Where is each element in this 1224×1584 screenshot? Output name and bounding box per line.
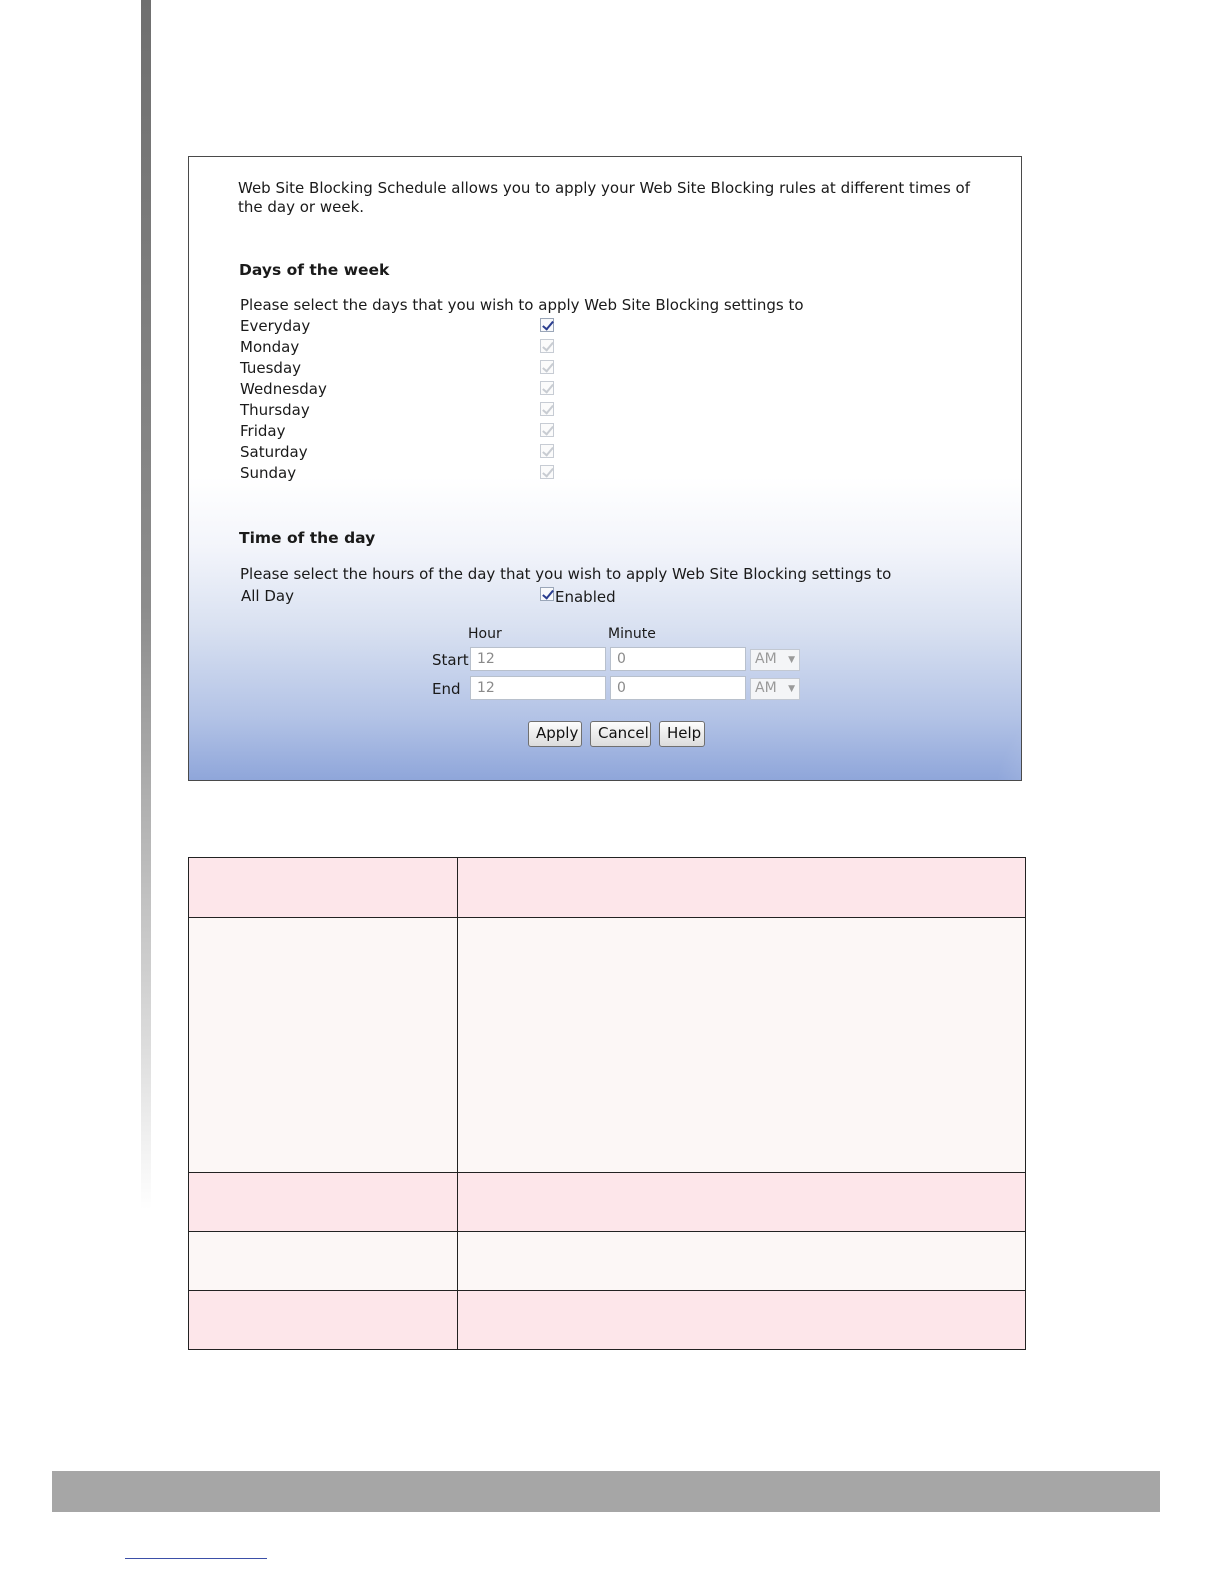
end-label: End	[432, 680, 461, 698]
day-label-tuesday: Tuesday	[240, 359, 302, 377]
checkbox-monday[interactable]	[540, 339, 554, 353]
table-cell	[458, 1173, 1026, 1232]
footer-underline	[125, 1558, 267, 1559]
table-cell	[189, 918, 458, 1173]
all-day-enabled-checkbox[interactable]	[540, 587, 554, 601]
day-label-friday: Friday	[240, 422, 286, 440]
day-label-monday: Monday	[240, 338, 300, 356]
table-cell	[189, 1291, 458, 1350]
footer-bar	[52, 1471, 1160, 1512]
table-cell	[458, 1232, 1026, 1291]
apply-button[interactable]: Apply	[528, 721, 582, 747]
all-day-label: All Day	[241, 587, 294, 605]
intro-text: Web Site Blocking Schedule allows you to apply your Web Site Blocking rules at different times of the day or week.	[238, 179, 970, 216]
checkbox-wednesday[interactable]	[540, 381, 554, 395]
table-cell	[189, 858, 458, 918]
checkbox-tuesday[interactable]	[540, 360, 554, 374]
checkbox-thursday[interactable]	[540, 402, 554, 416]
table-cell	[189, 1232, 458, 1291]
start-label: Start	[432, 651, 469, 669]
time-instruction: Please select the hours of the day that you wish to apply Web Site Blocking settings to	[240, 565, 892, 583]
days-heading: Days of the week	[239, 261, 390, 279]
table-row	[189, 858, 1026, 918]
chevron-down-icon: ▼	[788, 655, 795, 665]
table-row	[189, 918, 1026, 1173]
table-cell	[189, 1173, 458, 1232]
day-label-thursday: Thursday	[240, 401, 310, 419]
page-side-bar	[141, 0, 151, 1210]
help-button[interactable]: Help	[659, 721, 705, 747]
day-label-everyday: Everyday	[240, 317, 311, 335]
table-row	[189, 1291, 1026, 1350]
checkbox-friday[interactable]	[540, 423, 554, 437]
chevron-down-icon: ▼	[788, 684, 795, 694]
time-heading: Time of the day	[239, 529, 376, 547]
start-hour-input[interactable]: 12	[470, 647, 606, 671]
table-cell	[458, 1291, 1026, 1350]
description-table	[188, 857, 1026, 1350]
end-minute-input[interactable]: 0	[610, 676, 746, 700]
table-row	[189, 1232, 1026, 1291]
day-label-saturday: Saturday	[240, 443, 308, 461]
table-cell	[458, 918, 1026, 1173]
table-cell	[458, 858, 1026, 918]
day-label-wednesday: Wednesday	[240, 380, 327, 398]
day-label-sunday: Sunday	[240, 464, 297, 482]
start-minute-input[interactable]: 0	[610, 647, 746, 671]
start-ampm-value: AM	[755, 651, 777, 667]
checkbox-everyday[interactable]	[540, 318, 554, 332]
checkbox-saturday[interactable]	[540, 444, 554, 458]
start-ampm-select[interactable]	[750, 649, 800, 671]
cancel-button[interactable]: Cancel	[590, 721, 651, 747]
days-instruction: Please select the days that you wish to apply Web Site Blocking settings to	[240, 296, 804, 314]
router-screenshot	[188, 156, 1022, 781]
minute-header: Minute	[608, 626, 656, 642]
checkbox-sunday[interactable]	[540, 465, 554, 479]
end-ampm-select[interactable]	[750, 678, 800, 700]
table-row	[189, 1173, 1026, 1232]
enabled-label: Enabled	[555, 588, 616, 606]
hour-header: Hour	[468, 626, 502, 642]
end-ampm-value: AM	[755, 680, 777, 696]
end-hour-input[interactable]: 12	[470, 676, 606, 700]
